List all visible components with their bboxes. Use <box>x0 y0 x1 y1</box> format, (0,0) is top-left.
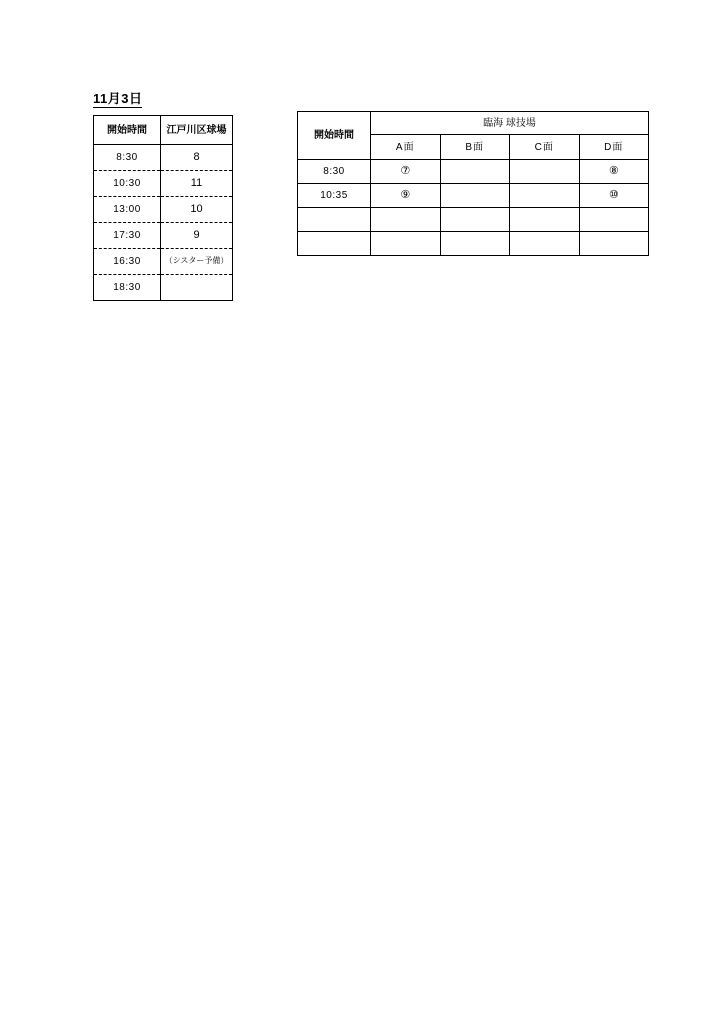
table-header <box>94 116 233 145</box>
rinkai-ground-table-container <box>297 111 649 256</box>
table-header <box>298 112 649 160</box>
cell-start-time: 10:35 <box>298 184 371 208</box>
cell-start-time: 13:00 <box>94 197 161 223</box>
column-header-start-time: 開始時間 <box>298 112 371 160</box>
cell-start-time <box>298 232 371 256</box>
cell-court-b <box>440 208 510 232</box>
date-heading: 11月3日 <box>93 92 142 108</box>
table-row <box>298 184 649 208</box>
cell-start-time: 8:30 <box>94 145 161 171</box>
table-row <box>94 171 233 197</box>
rinkai-ground-table <box>297 111 649 256</box>
column-header-court-a: A面 <box>371 135 441 160</box>
cell-game-number: 11 <box>161 171 233 197</box>
cell-note: （シスター予備） <box>161 249 233 275</box>
cell-start-time: 10:30 <box>94 171 161 197</box>
column-header-start-time: 開始時間 <box>94 116 161 145</box>
cell-court-d <box>579 232 649 256</box>
cell-court-c <box>510 184 580 208</box>
cell-game-number: 8 <box>161 145 233 171</box>
cell-game-number: 9 <box>161 223 233 249</box>
cell-court-b <box>440 160 510 184</box>
column-header-court-b: B面 <box>440 135 510 160</box>
cell-court-b <box>440 232 510 256</box>
column-header-edogawa-stadium: 江戸川区球場 <box>161 116 233 145</box>
table-row <box>94 145 233 171</box>
cell-court-a: ⑦ <box>371 160 441 184</box>
table-row <box>298 160 649 184</box>
cell-court-c <box>510 160 580 184</box>
table-row <box>298 232 649 256</box>
cell-court-d: ⑩ <box>579 184 649 208</box>
table-body <box>298 160 649 256</box>
cell-game-number: 10 <box>161 197 233 223</box>
table-row <box>298 208 649 232</box>
table-body <box>94 145 233 301</box>
cell-start-time: 16:30 <box>94 249 161 275</box>
cell-court-a <box>371 232 441 256</box>
cell-court-a <box>371 208 441 232</box>
cell-court-d: ⑧ <box>579 160 649 184</box>
table-row <box>94 223 233 249</box>
edogawa-stadium-table <box>93 115 233 301</box>
cell-start-time: 17:30 <box>94 223 161 249</box>
cell-start-time <box>298 208 371 232</box>
table-row <box>94 275 233 301</box>
cell-start-time: 8:30 <box>298 160 371 184</box>
cell-court-d <box>579 208 649 232</box>
table-row <box>94 249 233 275</box>
column-header-venue: 臨海 球技場 <box>371 112 649 135</box>
edogawa-stadium-table-container <box>93 115 233 301</box>
cell-court-a: ⑨ <box>371 184 441 208</box>
column-header-court-d: D面 <box>579 135 649 160</box>
cell-game-number <box>161 275 233 301</box>
table-header-row <box>94 116 233 145</box>
column-header-court-c: C面 <box>510 135 580 160</box>
cell-court-c <box>510 208 580 232</box>
table-header-row-venue <box>298 112 649 135</box>
cell-start-time: 18:30 <box>94 275 161 301</box>
cell-court-b <box>440 184 510 208</box>
table-row <box>94 197 233 223</box>
cell-court-c <box>510 232 580 256</box>
